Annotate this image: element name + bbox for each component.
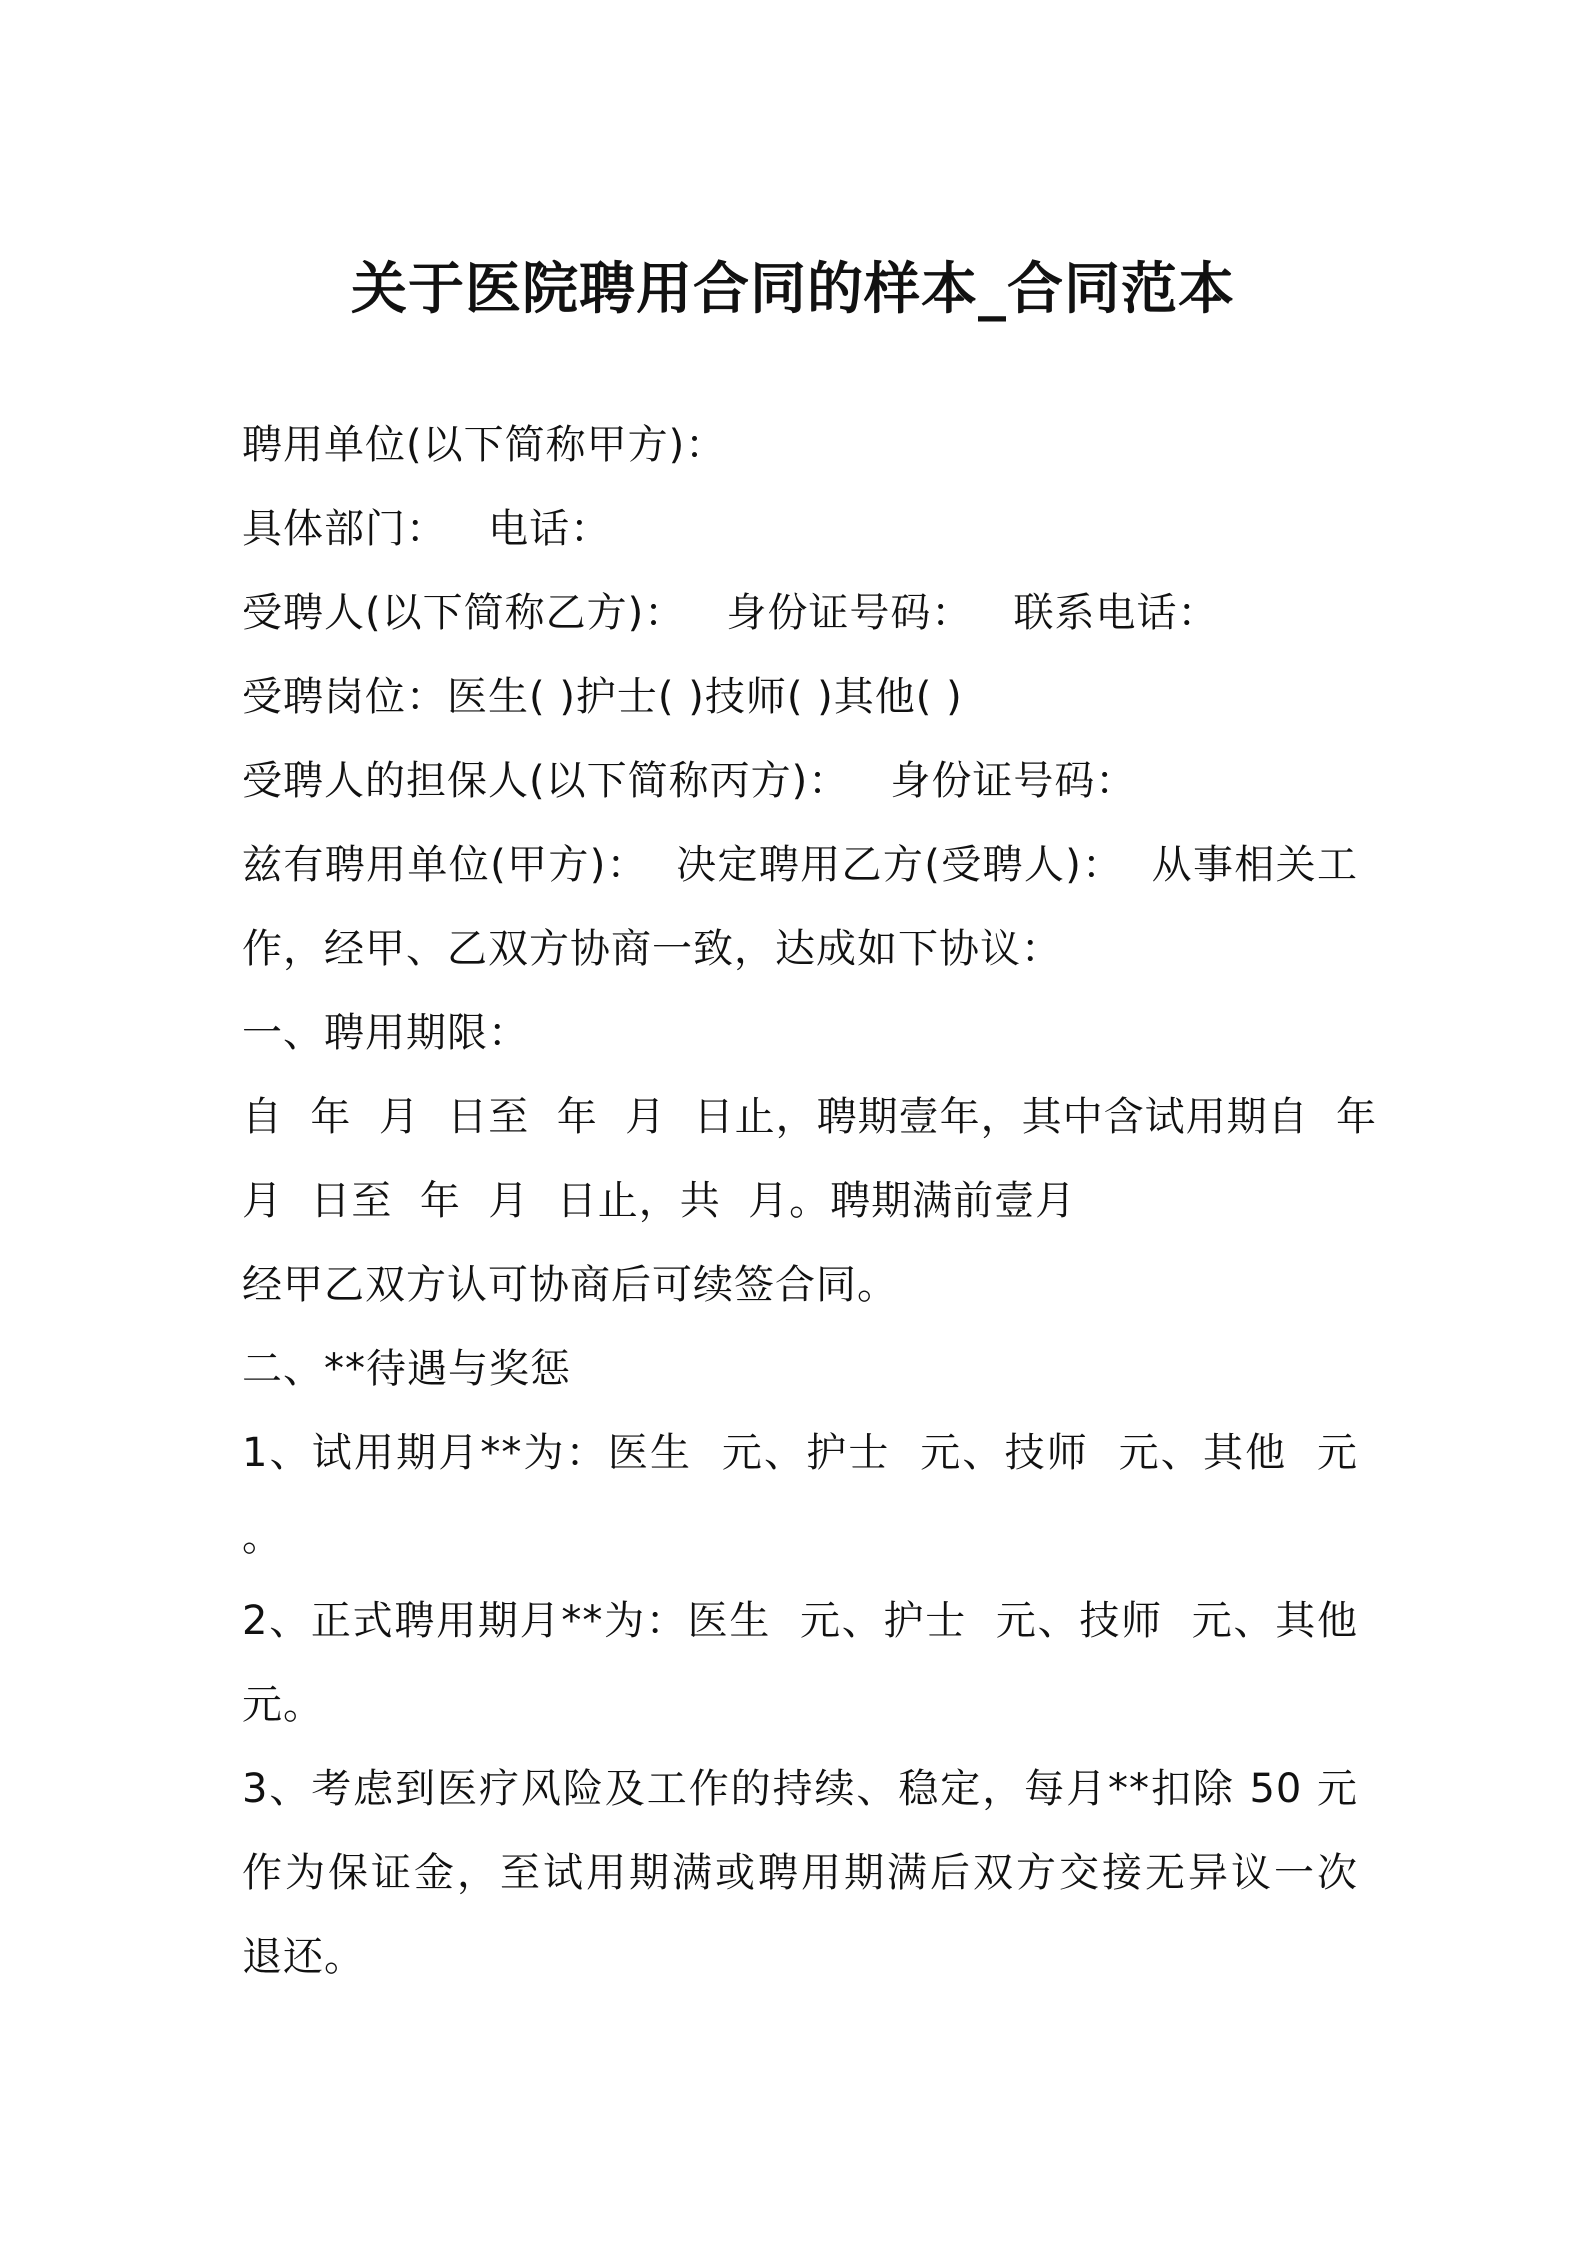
text-line: 自 年 月 日至 年 月 日止，聘期壹年，其中含试用期自 年 xyxy=(242,1094,1378,1140)
text-line: 2、正式聘用期月**为：医生 元、护士 元、技师 元、其他 xyxy=(242,1598,1358,1644)
text-line: 受聘人的担保人(以下简称丙方)： 身份证号码： xyxy=(242,758,1137,804)
text-line: 1、试用期月**为：医生 元、护士 元、技师 元、其他 元 xyxy=(242,1430,1358,1476)
text-line: 。 xyxy=(242,1514,283,1560)
document-title: 关于医院聘用合同的样本_合同范本 xyxy=(351,257,1235,322)
text-line: 月 日至 年 月 日止，共 月。聘期满前壹月 xyxy=(242,1178,1077,1224)
text-line: 经甲乙双方认可协商后可续签合同。 xyxy=(242,1262,898,1308)
text-line: 聘用单位(以下简称甲方)： xyxy=(242,422,727,468)
section-heading: 二、**待遇与奖惩 xyxy=(242,1346,571,1392)
text-line: 兹有聘用单位(甲方)： 决定聘用乙方(受聘人)： 从事相关工 xyxy=(242,842,1358,888)
text-line: 具体部门： 电话： xyxy=(242,506,612,552)
text-line: 3、考虑到医疗风险及工作的持续、稳定，每月**扣除 50 元 xyxy=(242,1766,1358,1812)
text-line: 作，经甲、乙双方协商一致，达成如下协议： xyxy=(242,926,1062,972)
section-heading: 一、聘用期限： xyxy=(242,1010,529,1056)
text-line: 受聘人(以下简称乙方)： 身份证号码： 联系电话： xyxy=(242,590,1219,636)
document-body xyxy=(242,403,1378,1999)
text-line: 元。 xyxy=(242,1682,324,1728)
text-line: 退还。 xyxy=(242,1934,365,1980)
text-line: 作为保证金，至试用期满或聘用期满后双方交接无异议一次 xyxy=(242,1850,1358,1896)
text-line: 受聘岗位：医生( )护士( )技师( )其他( ) xyxy=(242,674,963,720)
